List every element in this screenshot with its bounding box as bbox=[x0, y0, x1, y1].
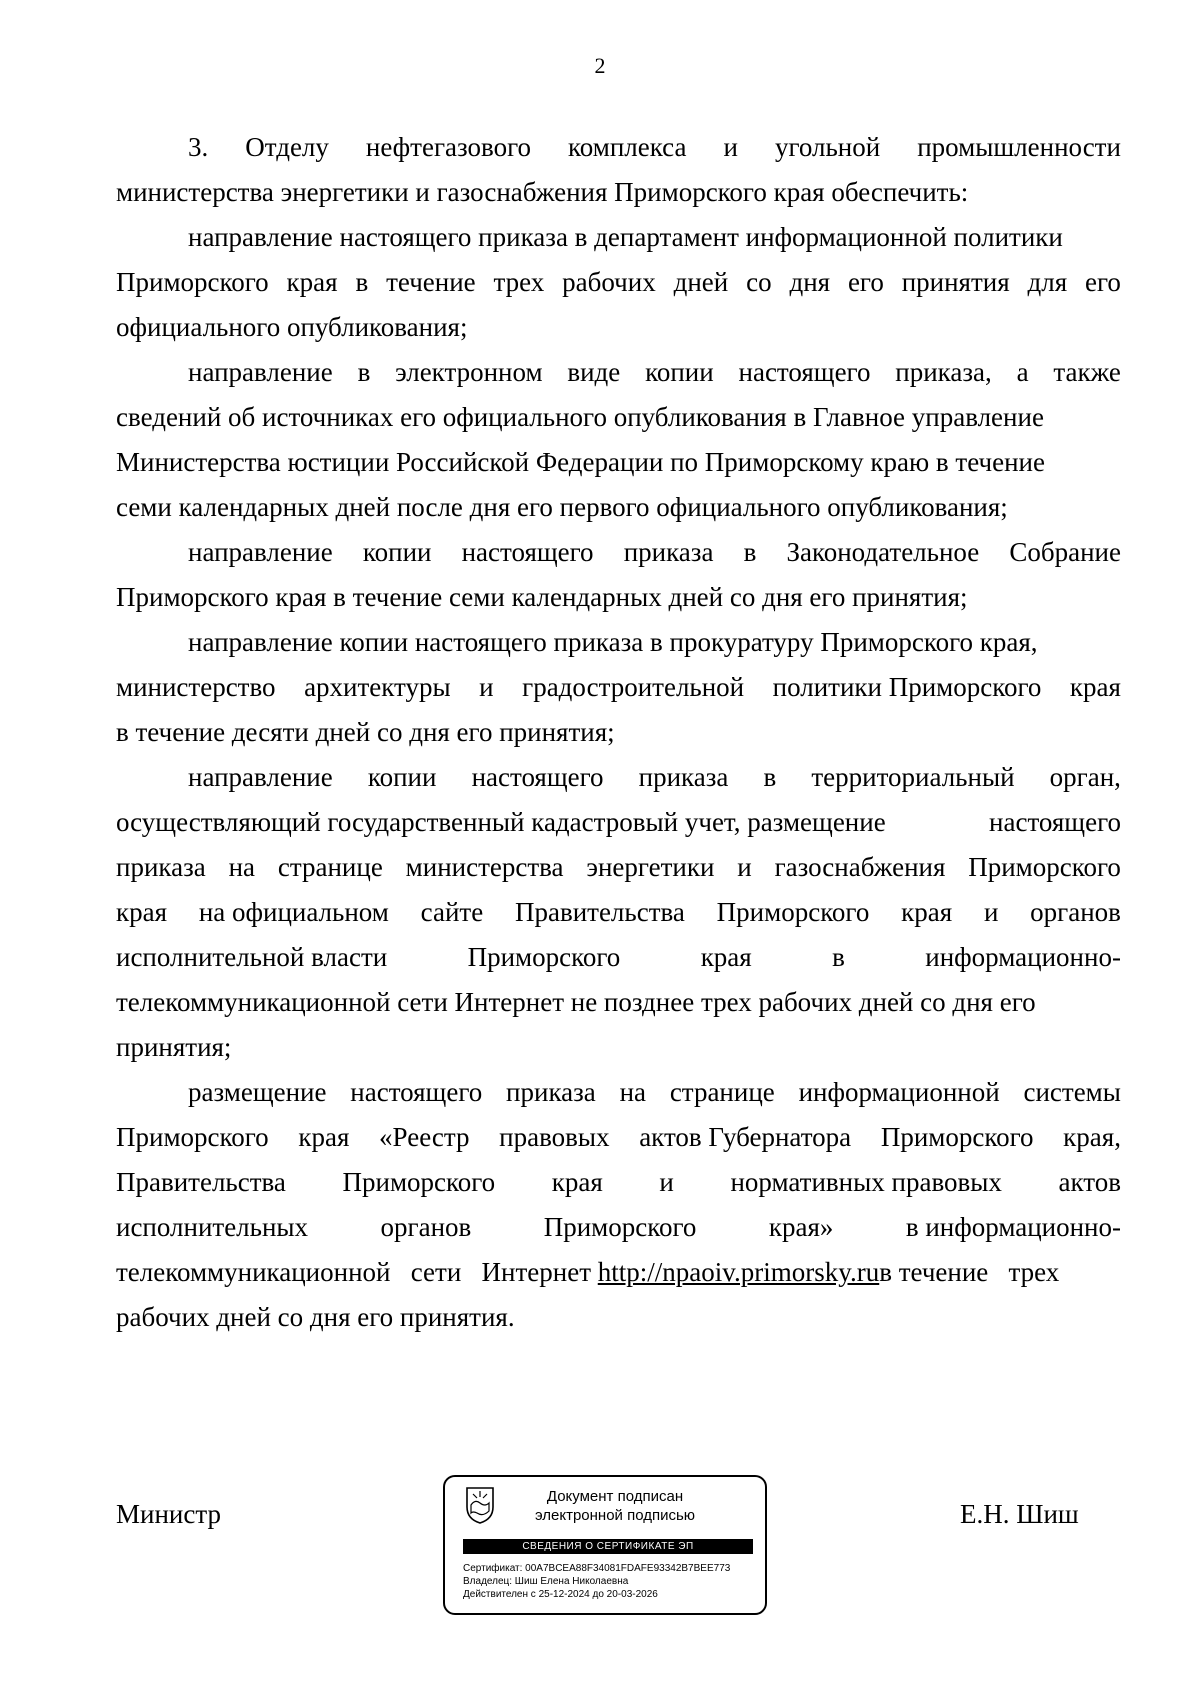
body-word: в bbox=[832, 942, 845, 972]
certificate-owner: Владелец: Шиш Елена Николаевна bbox=[463, 1576, 629, 1587]
body-word: органов bbox=[380, 1212, 472, 1242]
body-word: актов Губернатора bbox=[639, 1122, 852, 1152]
body-word: края bbox=[286, 267, 338, 297]
body-word: Законодательное bbox=[786, 537, 980, 567]
body-word: края bbox=[116, 897, 168, 927]
body-word: приказа bbox=[506, 1077, 596, 1107]
body-word: а bbox=[1016, 357, 1029, 387]
body-line: семи календарных дней после дня его первого официального опубликования; bbox=[116, 492, 1008, 522]
body-line bbox=[116, 1255, 1059, 1289]
body-line bbox=[116, 850, 1121, 884]
body-word: трех bbox=[493, 267, 545, 297]
body-word: нормативных правовых bbox=[730, 1167, 1002, 1197]
body-word: Правительства bbox=[116, 1167, 286, 1197]
body-word: информационной bbox=[798, 1077, 1000, 1107]
certificate-validity: Действителен с 25-12-2024 до 20-03-2026 bbox=[463, 1589, 658, 1600]
body-word: и bbox=[723, 132, 738, 162]
body-word: на официальном bbox=[198, 897, 389, 927]
signer-position: Министр bbox=[116, 1499, 221, 1529]
body-line: рабочих дней со дня его принятия. bbox=[116, 1302, 515, 1332]
body-word: и bbox=[659, 1167, 674, 1197]
body-line bbox=[116, 940, 1121, 974]
body-word: края bbox=[700, 942, 752, 972]
body-word: Приморского bbox=[116, 267, 269, 297]
body-word: и bbox=[479, 672, 494, 702]
body-word: органов bbox=[1030, 897, 1121, 927]
body-word: исполнительной власти bbox=[116, 942, 388, 972]
body-word: Правительства bbox=[514, 897, 685, 927]
body-word: Приморского bbox=[543, 1212, 697, 1242]
body-word: края bbox=[551, 1167, 603, 1197]
body-word: направление bbox=[188, 357, 333, 387]
body-word: Отделу bbox=[245, 132, 329, 162]
body-word: информационно- bbox=[925, 942, 1121, 972]
body-word: на bbox=[228, 852, 256, 882]
body-word: течение bbox=[386, 267, 476, 297]
body-word: со bbox=[746, 267, 772, 297]
body-word: края bbox=[901, 897, 953, 927]
body-word: направление настоящего приказа в департамент информационной политики bbox=[188, 222, 1063, 252]
body-word: правовых bbox=[499, 1122, 610, 1152]
body-word: осуществляющий государственный кадастровый учет, размещение bbox=[116, 807, 886, 837]
body-word: копии bbox=[362, 537, 432, 567]
body-line: сведений об источниках его официального опубликования в Главное управление bbox=[116, 402, 1044, 432]
body-word: в bbox=[763, 762, 777, 792]
body-line bbox=[116, 670, 1121, 704]
coat-of-arms-icon bbox=[463, 1485, 497, 1525]
body-word: приказа, bbox=[895, 357, 992, 387]
body-word: в bbox=[357, 357, 371, 387]
body-word: виде bbox=[567, 357, 621, 387]
stamp-title bbox=[515, 1487, 715, 1525]
body-line bbox=[188, 535, 1121, 569]
body-word: края bbox=[1069, 672, 1121, 702]
body-word: настоящего bbox=[471, 762, 604, 792]
body-word: угольной bbox=[774, 132, 881, 162]
body-line bbox=[188, 220, 1063, 254]
body-word: приказа bbox=[116, 852, 206, 882]
body-word: края» bbox=[768, 1212, 834, 1242]
body-text: телекоммуникационной сети Интернет bbox=[116, 1257, 598, 1287]
body-word: принятия bbox=[901, 267, 1010, 297]
body-word: министерства bbox=[405, 852, 564, 882]
body-line bbox=[116, 805, 1121, 839]
body-word: актов bbox=[1058, 1167, 1121, 1197]
body-word: Приморского bbox=[467, 942, 621, 972]
body-word: размещение bbox=[188, 1077, 327, 1107]
body-word: Приморского bbox=[116, 1122, 269, 1152]
body-line bbox=[116, 895, 1121, 929]
body-word: Приморского bbox=[342, 1167, 496, 1197]
body-word: системы bbox=[1023, 1077, 1121, 1107]
body-text: в течение трех bbox=[879, 1257, 1060, 1287]
body-word: копии bbox=[645, 357, 714, 387]
page-number: 2 bbox=[594, 53, 606, 78]
body-word: настоящего bbox=[461, 537, 594, 567]
body-word: настоящего bbox=[738, 357, 871, 387]
body-word: архитектуры bbox=[304, 672, 451, 702]
body-line bbox=[188, 130, 1121, 164]
body-line: телекоммуникационной сети Интернет не позднее трех рабочих дней со дня его bbox=[116, 987, 1036, 1017]
body-word: также bbox=[1053, 357, 1121, 387]
body-line: в течение десяти дней со дня его принятия; bbox=[116, 717, 615, 747]
stamp-title-line-2: электронной подписью bbox=[534, 1507, 696, 1524]
electronic-signature-stamp bbox=[443, 1475, 767, 1615]
body-word: странице bbox=[669, 1077, 775, 1107]
body-word: края, bbox=[1063, 1122, 1121, 1152]
certificate-number: Сертификат: 00A7BCEA88F34081FDAFE93342B7BEE773 bbox=[463, 1563, 731, 1574]
body-word: Приморского bbox=[880, 1122, 1034, 1152]
body-word: в bbox=[743, 537, 757, 567]
body-word: настоящего bbox=[350, 1077, 483, 1107]
body-word: приказа bbox=[623, 537, 714, 567]
body-line bbox=[188, 355, 1121, 389]
body-word: его bbox=[847, 267, 884, 297]
body-word: политики Приморского bbox=[772, 672, 1042, 702]
body-word: дня bbox=[789, 267, 831, 297]
body-word: рабочих bbox=[562, 267, 656, 297]
body-word: нефтегазового bbox=[365, 132, 531, 162]
body-line bbox=[116, 265, 1121, 299]
body-line: официального опубликования; bbox=[116, 312, 468, 342]
body-word: и bbox=[737, 852, 752, 882]
certificate-info-bar: СВЕДЕНИЯ О СЕРТИФИКАТЕ ЭП bbox=[463, 1539, 753, 1554]
body-line: министерства энергетики и газоснабжения Приморского края обеспечить: bbox=[116, 177, 969, 207]
body-word: электронном bbox=[395, 357, 543, 387]
body-word: Собрание bbox=[1009, 537, 1121, 567]
body-word: 3. bbox=[188, 132, 209, 162]
body-word: дней bbox=[673, 267, 729, 297]
body-word: в информационно- bbox=[905, 1212, 1121, 1242]
body-line: направление копии настоящего приказа в прокуратуру Приморского края, bbox=[188, 627, 1038, 657]
body-word: для bbox=[1027, 267, 1068, 297]
body-line bbox=[188, 760, 1121, 794]
body-line: Приморского края в течение семи календарных дней со дня его принятия; bbox=[116, 582, 968, 612]
body-word: министерство bbox=[116, 672, 276, 702]
body-word: энергетики bbox=[586, 852, 715, 882]
body-word: Приморского bbox=[716, 897, 870, 927]
body-word: территориальный bbox=[811, 762, 1015, 792]
body-word: исполнительных bbox=[116, 1212, 309, 1242]
body-line: Министерства юстиции Российской Федерации по Приморскому краю в течение bbox=[116, 447, 1045, 477]
signer-name: Е.Н. Шиш bbox=[960, 1499, 1079, 1529]
body-word: в bbox=[355, 267, 369, 297]
body-word: копии bbox=[367, 762, 437, 792]
body-word: направление bbox=[188, 762, 333, 792]
body-word: направление bbox=[188, 537, 333, 567]
body-line bbox=[188, 1075, 1121, 1109]
body-line bbox=[116, 1165, 1121, 1199]
body-word: орган, bbox=[1049, 762, 1121, 792]
body-word: на bbox=[619, 1077, 647, 1107]
body-word: края bbox=[298, 1122, 350, 1152]
stamp-title-line-1: Документ подписан bbox=[546, 1488, 684, 1505]
body-word: комплекса bbox=[568, 132, 687, 162]
body-word: «Реестр bbox=[379, 1122, 470, 1152]
body-word: его bbox=[1085, 267, 1121, 297]
body-word: газоснабжения bbox=[774, 852, 946, 882]
body-word: сайте bbox=[420, 897, 484, 927]
body-line bbox=[116, 1120, 1121, 1154]
body-line bbox=[116, 1210, 1121, 1244]
body-word: промышленности bbox=[917, 132, 1121, 162]
body-word: приказа bbox=[638, 762, 729, 792]
body-word: настоящего bbox=[989, 807, 1121, 837]
body-line: принятия; bbox=[116, 1032, 232, 1062]
registry-link[interactable]: http://npaoiv.primorsky.ru bbox=[597, 1257, 880, 1287]
body-word: Приморского bbox=[968, 852, 1121, 882]
body-word: и bbox=[983, 897, 999, 927]
body-word: градостроительной bbox=[522, 672, 745, 702]
body-word: странице bbox=[277, 852, 383, 882]
